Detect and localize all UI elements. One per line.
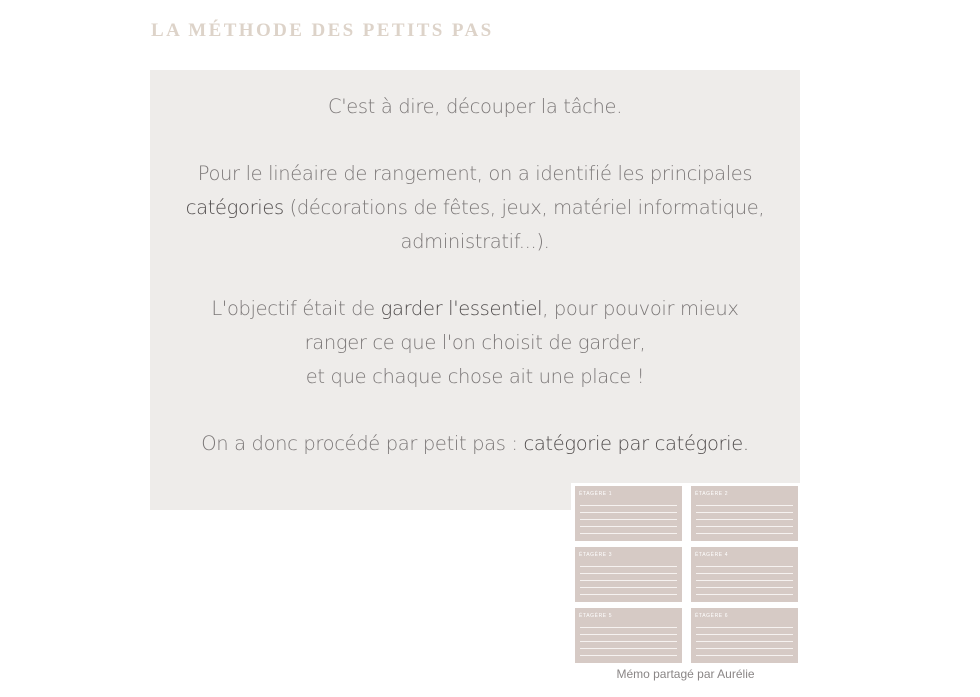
shelf-card-1 <box>575 486 682 541</box>
paragraph-line: administratif...). <box>400 230 550 253</box>
content-text <box>150 90 800 461</box>
shelf-label: ÉTAGÈRE 5 <box>579 613 613 619</box>
paragraph-line: Pour le linéaire de rangement, on a identifié les principales <box>197 162 753 185</box>
paragraph-text: , pour pouvoir mieux <box>542 297 739 320</box>
paragraph-text: L'objectif était de <box>211 297 381 320</box>
emphasis-text: garder l'essentiel <box>380 297 543 320</box>
intro-line: C'est à dire, découper la tâche. <box>327 95 623 118</box>
shelf-label: ÉTAGÈRE 2 <box>695 491 729 497</box>
paragraph-line <box>150 191 800 225</box>
shelf-lines <box>696 627 793 659</box>
shelf-lines <box>580 566 677 598</box>
shelf-lines <box>696 505 793 537</box>
paragraph-line: et que chaque chose ait une place ! <box>305 365 645 388</box>
shelf-label: ÉTAGÈRE 1 <box>579 491 613 497</box>
emphasis-text: catégories <box>185 196 284 219</box>
conclusion-line <box>150 427 800 461</box>
content-box <box>150 70 800 510</box>
shelf-lines <box>580 505 677 537</box>
paragraph-line: ranger ce que l'on choisit de garder, <box>304 331 646 354</box>
shelf-card-4 <box>691 547 798 602</box>
page-title: LA MÉTHODE DES PETITS PAS <box>151 20 494 41</box>
shelf-label: ÉTAGÈRE 3 <box>579 552 613 558</box>
shelf-memo-image <box>571 483 800 665</box>
shelf-lines <box>696 566 793 598</box>
shelf-label: ÉTAGÈRE 4 <box>695 552 729 558</box>
shelf-label: ÉTAGÈRE 6 <box>695 613 729 619</box>
paragraph-text: (décorations de fêtes, jeux, matériel informatique, <box>283 196 765 219</box>
paragraph-line <box>150 292 800 326</box>
image-caption: Mémo partagé par Aurélie <box>616 667 755 681</box>
shelf-card-5 <box>575 608 682 663</box>
shelf-card-2 <box>691 486 798 541</box>
shelf-card-3 <box>575 547 682 602</box>
emphasis-text: catégorie par catégorie. <box>523 432 749 455</box>
paragraph-text: On a donc procédé par petit pas : <box>201 432 524 455</box>
shelf-card-6 <box>691 608 798 663</box>
shelf-lines <box>580 627 677 659</box>
